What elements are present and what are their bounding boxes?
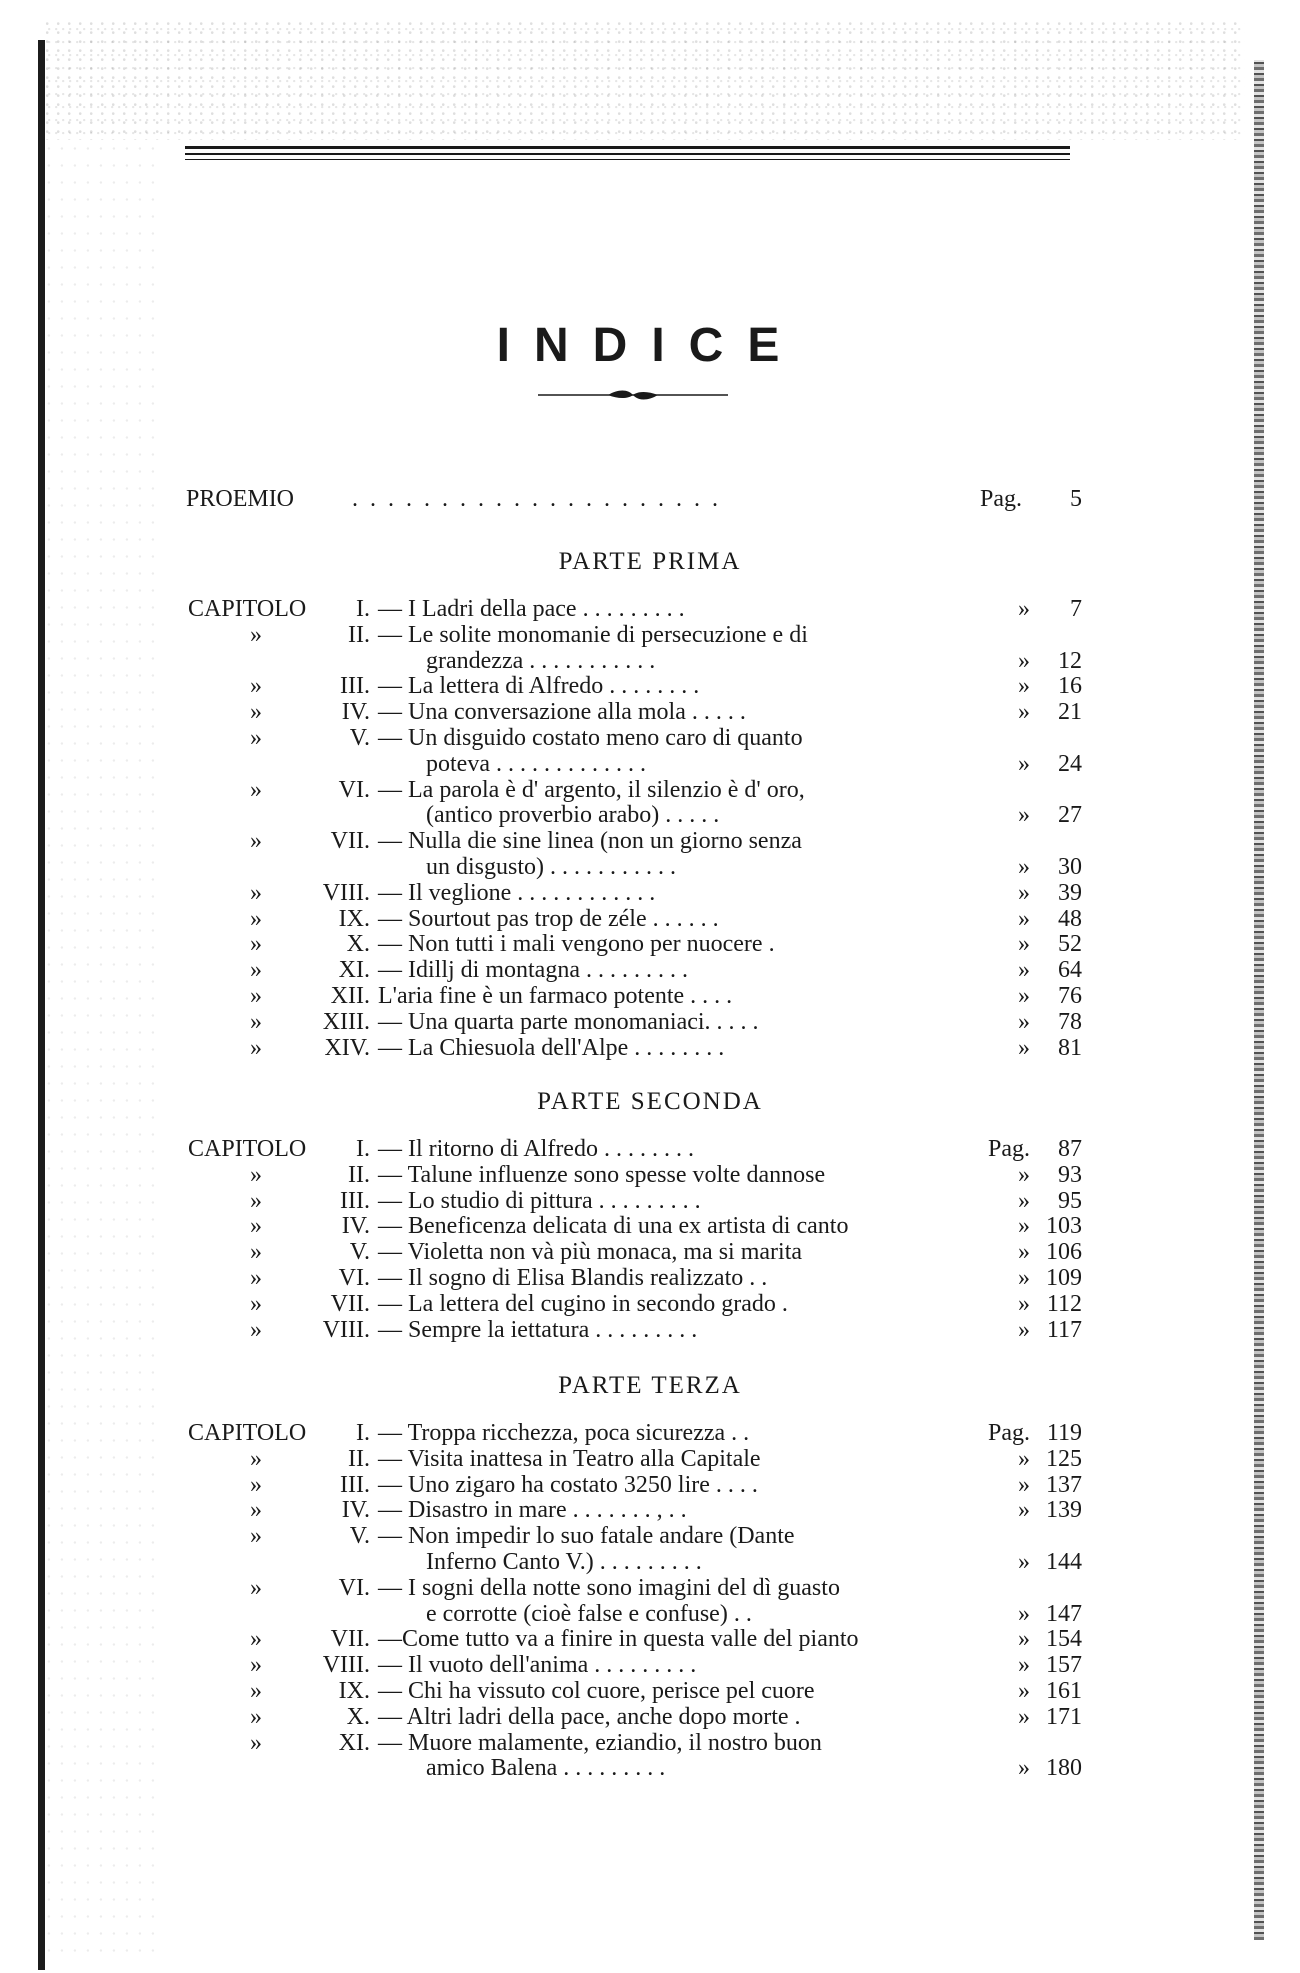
- page-marker: »: [1018, 1316, 1030, 1343]
- ditto-mark: »: [250, 931, 262, 958]
- ditto-mark: »: [250, 1523, 262, 1550]
- chapter-number: IV.: [341, 1213, 370, 1240]
- chapter-label: CAPITOLO: [188, 1136, 307, 1162]
- page-marker: »: [1018, 1290, 1030, 1317]
- chapter-number: IV.: [341, 1497, 370, 1524]
- chapter-title: — La lettera del cugino in secondo grado .: [378, 1290, 788, 1317]
- chapter-title: — Talune influenze sono spesse volte dannose: [378, 1161, 826, 1188]
- chapter-title: — Uno zigaro ha costato 3250 lire . . . .: [378, 1471, 758, 1498]
- page-marker: »: [1018, 1678, 1030, 1704]
- page-marker: »: [1018, 1008, 1030, 1035]
- chapter-label: CAPITOLO: [188, 1420, 307, 1446]
- ditto-mark: »: [250, 1239, 262, 1266]
- chapter-number: X.: [346, 931, 370, 958]
- ditto-mark: »: [250, 621, 262, 648]
- page-marker: »: [1018, 1161, 1030, 1188]
- page-marker: »: [1018, 854, 1030, 880]
- page-number: 48: [1058, 905, 1082, 932]
- chapter-title: — Beneficenza delicata di una ex artista di canto: [378, 1213, 849, 1240]
- page-marker: »: [1018, 1265, 1030, 1291]
- chapter-entry-continuation: [0, 1549, 1300, 1575]
- chapter-number: III.: [340, 1471, 370, 1498]
- chapter-number: II.: [348, 621, 370, 648]
- chapter-title: Inferno Canto V.) . . . . . . . . .: [426, 1549, 702, 1575]
- ditto-mark: »: [250, 1034, 262, 1061]
- chapter-entry-continuation: [0, 802, 1300, 828]
- ditto-mark: »: [250, 1652, 262, 1679]
- page-number: 171: [1046, 1703, 1082, 1730]
- chapter-number: X.: [346, 1703, 370, 1730]
- page-marker: »: [1018, 1600, 1030, 1627]
- page-marker: »: [1018, 983, 1030, 1009]
- page-number: 27: [1058, 802, 1082, 829]
- chapter-title: — Visita inattesa in Teatro alla Capitale: [378, 1445, 761, 1472]
- chapter-title: (antico proverbio arabo) . . . . .: [426, 802, 720, 829]
- page-number: 30: [1058, 854, 1082, 880]
- chapter-title: — Sempre la iettatura . . . . . . . . .: [378, 1316, 698, 1343]
- chapter-title: — Il vuoto dell'anima . . . . . . . . .: [378, 1652, 697, 1679]
- chapter-entry: [0, 931, 1300, 957]
- page-number: 106: [1046, 1239, 1082, 1266]
- ditto-mark: »: [250, 725, 262, 751]
- ditto-mark: »: [250, 1471, 262, 1498]
- page-marker: »: [1018, 647, 1030, 674]
- chapter-entry: [0, 596, 1300, 622]
- chapter-number: VII.: [330, 1290, 370, 1317]
- chapter-number: VI.: [338, 776, 370, 803]
- chapter-title: — I Ladri della pace . . . . . . . . .: [378, 596, 685, 622]
- page-marker: »: [1018, 1187, 1030, 1214]
- ditto-mark: »: [250, 1574, 262, 1601]
- chapter-entry: [0, 1136, 1300, 1162]
- chapter-entry: [0, 1239, 1300, 1265]
- chapter-number: VII.: [330, 1626, 370, 1653]
- page-marker: »: [1018, 673, 1030, 700]
- leader-dots: . . . . . . . . . . . . . . . . . . . . .: [352, 486, 721, 512]
- page-number: 154: [1046, 1626, 1082, 1653]
- chapter-entry-continuation: [0, 751, 1300, 777]
- chapter-number: IX.: [338, 905, 370, 932]
- page-number: 119: [1046, 1420, 1082, 1446]
- page-marker: »: [1018, 750, 1030, 777]
- chapter-entry: [0, 1213, 1300, 1239]
- page-number: 78: [1058, 1008, 1082, 1035]
- chapter-entry: [0, 1730, 1300, 1756]
- chapter-entry: [0, 1497, 1300, 1523]
- chapter-title: — Sourtout pas trop de zéle . . . . . .: [378, 905, 719, 932]
- ditto-mark: »: [250, 1008, 262, 1035]
- page-number: 5: [1070, 486, 1082, 512]
- chapter-number: XI.: [338, 957, 370, 984]
- chapter-number: IV.: [341, 699, 370, 726]
- page-marker: »: [1018, 1652, 1030, 1679]
- ditto-mark: »: [250, 1290, 262, 1317]
- page-number: 24: [1058, 750, 1082, 777]
- chapter-title: — Il sogno di Elisa Blandis realizzato . .: [378, 1265, 768, 1291]
- chapter-title: — Una quarta parte monomaniaci. . . . .: [378, 1008, 759, 1035]
- chapter-number: II.: [348, 1161, 370, 1188]
- page-marker: »: [1018, 596, 1030, 622]
- ditto-mark: »: [250, 905, 262, 932]
- chapter-title: — Il veglione . . . . . . . . . . . .: [378, 879, 656, 906]
- chapter-entry: [0, 1188, 1300, 1214]
- chapter-title: — Troppa ricchezza, poca sicurezza . .: [378, 1420, 750, 1446]
- chapter-title: — Un disguido costato meno caro di quanto: [378, 725, 803, 751]
- chapter-entry: [0, 828, 1300, 854]
- page-number: 180: [1046, 1755, 1082, 1782]
- chapter-entry: [0, 1704, 1300, 1730]
- proemio-label: PROEMIO: [186, 486, 295, 512]
- page-marker: »: [1018, 1239, 1030, 1266]
- ditto-mark: »: [250, 828, 262, 855]
- chapter-number: V.: [349, 1239, 370, 1266]
- page-number: 81: [1058, 1034, 1082, 1061]
- chapter-entry: [0, 957, 1300, 983]
- chapter-entry: [0, 1162, 1300, 1188]
- chapter-title: — La Chiesuola dell'Alpe . . . . . . . .: [378, 1034, 725, 1061]
- page-marker: »: [1018, 802, 1030, 829]
- ditto-mark: »: [250, 673, 262, 700]
- ditto-mark: »: [250, 1626, 262, 1653]
- page-number: 103: [1046, 1213, 1082, 1240]
- chapter-number: V.: [349, 725, 370, 751]
- chapter-number: VIII.: [322, 879, 370, 906]
- ditto-mark: »: [250, 983, 262, 1009]
- chapter-title: — La parola è d' argento, il silenzio è d' oro,: [378, 776, 805, 803]
- chapter-title: — Lo studio di pittura . . . . . . . . .: [378, 1187, 701, 1214]
- chapter-title: — I sogni della notte sono imagini del dì guasto: [378, 1574, 840, 1601]
- page-number: 109: [1046, 1265, 1082, 1291]
- chapter-entry: [0, 725, 1300, 751]
- chapter-number: I.: [356, 596, 370, 622]
- chapter-title: — Non impedir lo suo fatale andare (Dante: [378, 1523, 795, 1550]
- chapter-entry: [0, 1420, 1300, 1446]
- ditto-mark: »: [250, 879, 262, 906]
- chapter-entry-continuation: [0, 648, 1300, 674]
- page-number: 39: [1058, 879, 1082, 906]
- page-number: 161: [1046, 1678, 1082, 1704]
- chapter-number: VII.: [330, 828, 370, 855]
- page-marker: »: [1018, 1497, 1030, 1524]
- chapter-entry: [0, 1652, 1300, 1678]
- chapter-title: — Una conversazione alla mola . . . . .: [378, 699, 746, 726]
- page-marker: Pag.: [988, 1136, 1030, 1162]
- ditto-mark: »: [250, 957, 262, 984]
- page-number: 7: [1070, 596, 1082, 622]
- part-heading: PARTE TERZA: [558, 1372, 742, 1399]
- ditto-mark: »: [250, 1678, 262, 1704]
- chapter-title: amico Balena . . . . . . . . .: [426, 1755, 666, 1782]
- chapter-entry: [0, 1472, 1300, 1498]
- page-marker: »: [1018, 1703, 1030, 1730]
- page-marker: »: [1018, 957, 1030, 984]
- ditto-mark: »: [250, 1316, 262, 1343]
- page-marker: »: [1018, 1471, 1030, 1498]
- page-number: 95: [1058, 1187, 1082, 1214]
- ditto-mark: »: [250, 699, 262, 726]
- page-marker: »: [1018, 1213, 1030, 1240]
- chapter-entry-continuation: [0, 1601, 1300, 1627]
- chapter-title: — Il ritorno di Alfredo . . . . . . . .: [378, 1136, 694, 1162]
- chapter-title: — Violetta non và più monaca, ma si marita: [378, 1239, 803, 1266]
- chapter-title: poteva . . . . . . . . . . . . .: [426, 750, 646, 777]
- part-heading: PARTE PRIMA: [558, 548, 742, 575]
- chapter-number: XIV.: [324, 1034, 370, 1061]
- page-number: 12: [1058, 647, 1082, 674]
- chapter-number: I.: [356, 1420, 370, 1446]
- chapter-entry: [0, 880, 1300, 906]
- chapter-entry: [0, 1317, 1300, 1343]
- page-marker: »: [1018, 1755, 1030, 1782]
- chapter-title: —Come tutto va a finire in questa valle del pianto: [378, 1626, 859, 1653]
- chapter-number: VI.: [338, 1265, 370, 1291]
- page-number: 93: [1058, 1161, 1082, 1188]
- page-marker: »: [1018, 1626, 1030, 1653]
- chapter-number: V.: [349, 1523, 370, 1550]
- ditto-mark: »: [250, 1265, 262, 1291]
- page-number: 16: [1058, 673, 1082, 700]
- chapter-title: — Le solite monomanie di persecuzione e di: [378, 621, 808, 648]
- chapter-title: L'aria fine è un farmaco potente . . . .: [378, 983, 733, 1009]
- chapter-number: XIII.: [322, 1008, 370, 1035]
- chapter-entry: [0, 1265, 1300, 1291]
- chapter-title: — Nulla die sine linea (non un giorno senza: [378, 828, 802, 855]
- chapter-number: II.: [348, 1445, 370, 1472]
- page-number: 125: [1046, 1445, 1082, 1472]
- chapter-entry: [0, 1523, 1300, 1549]
- part-heading: PARTE SECONDA: [537, 1088, 763, 1115]
- page-marker: »: [1018, 1549, 1030, 1575]
- chapter-title: — Non tutti i mali vengono per nuocere .: [378, 931, 775, 958]
- chapter-entry: [0, 1291, 1300, 1317]
- page-number: 137: [1046, 1471, 1082, 1498]
- chapter-number: IX.: [338, 1678, 370, 1704]
- chapter-title: — La lettera di Alfredo . . . . . . . .: [378, 673, 700, 700]
- page-number: 87: [1058, 1136, 1082, 1162]
- chapter-title: — Disastro in mare . . . . . . . , . .: [378, 1497, 687, 1524]
- page-marker: »: [1018, 905, 1030, 932]
- page-number: 21: [1058, 699, 1082, 726]
- chapter-number: XII.: [330, 983, 370, 1009]
- chapter-entry: [0, 699, 1300, 725]
- chapter-number: III.: [340, 673, 370, 700]
- chapter-entry: [0, 1678, 1300, 1704]
- page-marker: »: [1018, 1445, 1030, 1472]
- page-marker: »: [1018, 931, 1030, 958]
- page-number: 117: [1046, 1316, 1082, 1343]
- chapter-number: VI.: [338, 1574, 370, 1601]
- chapter-entry: [0, 983, 1300, 1009]
- chapter-number: III.: [340, 1187, 370, 1214]
- page-title: INDICE: [496, 319, 804, 372]
- ditto-mark: »: [250, 1703, 262, 1730]
- ditto-mark: »: [250, 776, 262, 803]
- chapter-entry: [0, 1009, 1300, 1035]
- ditto-mark: »: [250, 1213, 262, 1240]
- chapter-number: I.: [356, 1136, 370, 1162]
- chapter-number: VIII.: [322, 1316, 370, 1343]
- chapter-entry: [0, 673, 1300, 699]
- chapter-entry: [0, 1575, 1300, 1601]
- chapter-entry: [0, 906, 1300, 932]
- page-number: 112: [1046, 1290, 1082, 1317]
- page-number: 147: [1046, 1600, 1082, 1627]
- chapter-number: XI.: [338, 1729, 370, 1756]
- page-number: 64: [1058, 957, 1082, 984]
- ditto-mark: »: [250, 1187, 262, 1214]
- chapter-title: grandezza . . . . . . . . . . .: [426, 647, 656, 674]
- chapter-number: VIII.: [322, 1652, 370, 1679]
- ditto-mark: »: [250, 1497, 262, 1524]
- page-marker: »: [1018, 699, 1030, 726]
- page-number: 52: [1058, 931, 1082, 958]
- page-number: 139: [1046, 1497, 1082, 1524]
- page-marker: Pag.: [988, 1420, 1030, 1446]
- page-marker: »: [1018, 879, 1030, 906]
- chapter-entry-continuation: [0, 1755, 1300, 1781]
- ditto-mark: »: [250, 1729, 262, 1756]
- page-number: 76: [1058, 983, 1082, 1009]
- chapter-entry: [0, 1446, 1300, 1472]
- chapter-entry: [0, 1626, 1300, 1652]
- page-marker: »: [1018, 1034, 1030, 1061]
- chapter-label: CAPITOLO: [188, 596, 307, 622]
- chapter-entry: [0, 1035, 1300, 1061]
- page-number: 157: [1046, 1652, 1082, 1679]
- chapter-title: — Idillj di montagna . . . . . . . . .: [378, 957, 688, 984]
- ditto-mark: »: [250, 1445, 262, 1472]
- chapter-entry: [0, 777, 1300, 803]
- chapter-title: — Chi ha vissuto col cuore, perisce pel cuore: [378, 1678, 815, 1704]
- chapter-title: — Muore malamente, eziandio, il nostro buon: [378, 1729, 822, 1756]
- page-number: 144: [1046, 1549, 1082, 1575]
- chapter-title: — Altri ladri della pace, anche dopo morte .: [378, 1703, 801, 1730]
- chapter-title: e corrotte (cioè false e confuse) . .: [426, 1600, 752, 1627]
- chapter-entry-continuation: [0, 854, 1300, 880]
- chapter-entry: [0, 622, 1300, 648]
- chapter-title: un disgusto) . . . . . . . . . . .: [426, 854, 677, 880]
- ditto-mark: »: [250, 1161, 262, 1188]
- page-prefix: Pag.: [980, 486, 1022, 512]
